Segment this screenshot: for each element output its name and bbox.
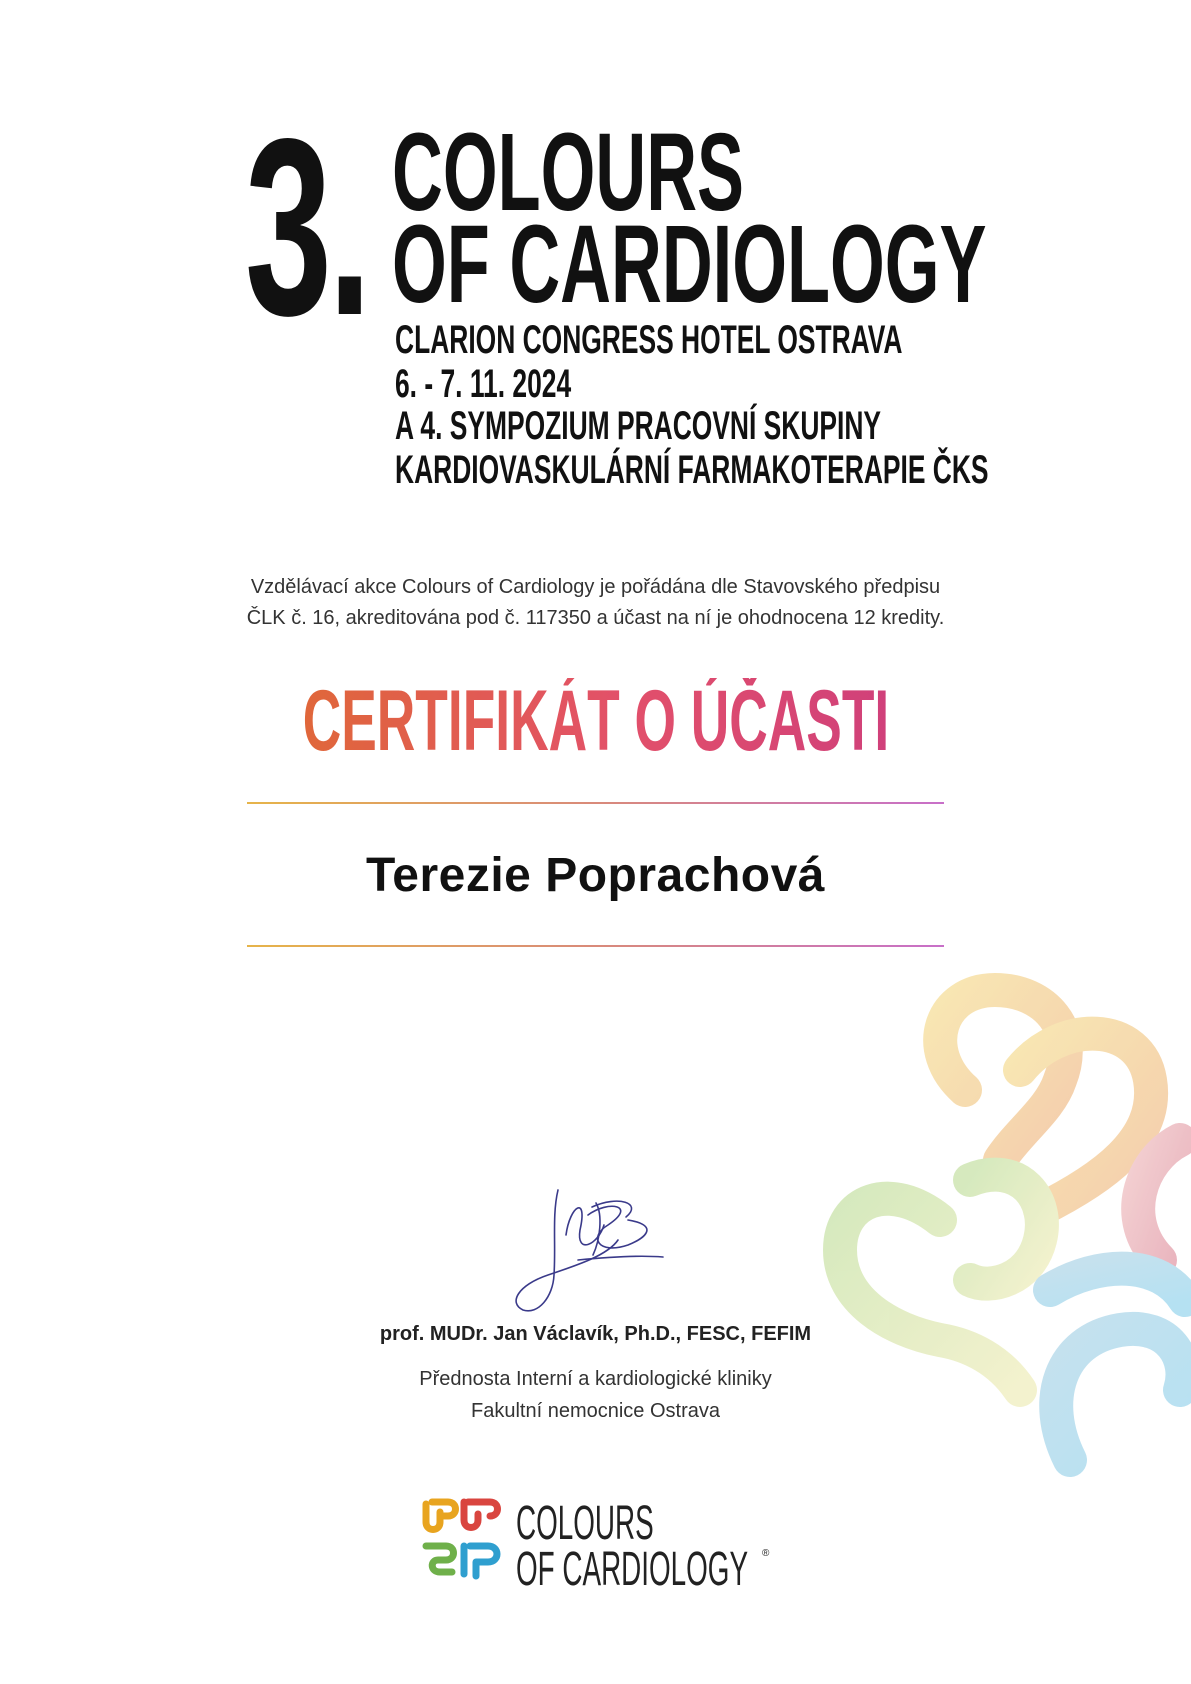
event-title-line2: OF CARDIOLOGY	[392, 203, 987, 326]
divider-bottom	[247, 945, 944, 947]
certificate-title	[0, 673, 1191, 769]
accreditation-text	[0, 572, 1191, 634]
edition-number: 3.	[245, 87, 368, 368]
accreditation-line2: ČLK č. 16, akreditována pod č. 117350 a účast na ní je ohodnocena 12 kredity.	[246, 607, 945, 629]
logo-text-line1: COLOURS	[516, 1497, 654, 1550]
signature	[508, 1185, 668, 1320]
signatory-name: prof. MUDr. Jan Václavík, Ph.D., FESC, FEFIM	[379, 1323, 812, 1345]
symposium-line2: KARDIOVASKULÁRNÍ FARMAKOTERAPIE ČKS	[395, 448, 989, 492]
registered-mark: ®	[762, 1548, 770, 1559]
event-venue: CLARION CONGRESS HOTEL OSTRAVA	[395, 318, 903, 362]
event-title-line1: COLOURS	[392, 111, 744, 234]
symposium-line1: A 4. SYMPOZIUM PRACOVNÍ SKUPINY	[395, 404, 882, 448]
recipient-name: Terezie Poprachová	[366, 849, 825, 902]
signatory-role-line2: Fakultní nemocnice Ostrava	[471, 1400, 720, 1422]
signatory-role	[0, 1363, 1191, 1427]
colours-of-cardiology-logo-icon	[418, 1494, 508, 1584]
signatory-role-line1: Přednosta Interní a kardiologické kliniky	[419, 1368, 772, 1390]
accreditation-line1: Vzdělávací akce Colours of Cardiology je pořádána dle Stavovského předpisu	[250, 576, 941, 598]
event-dates: 6. - 7. 11. 2024	[395, 362, 572, 406]
divider-top	[247, 802, 944, 804]
logo-text-line2: OF CARDIOLOGY	[516, 1543, 749, 1596]
certificate-title-text: CERTIFIKÁT O ÚČASTI	[302, 673, 889, 769]
